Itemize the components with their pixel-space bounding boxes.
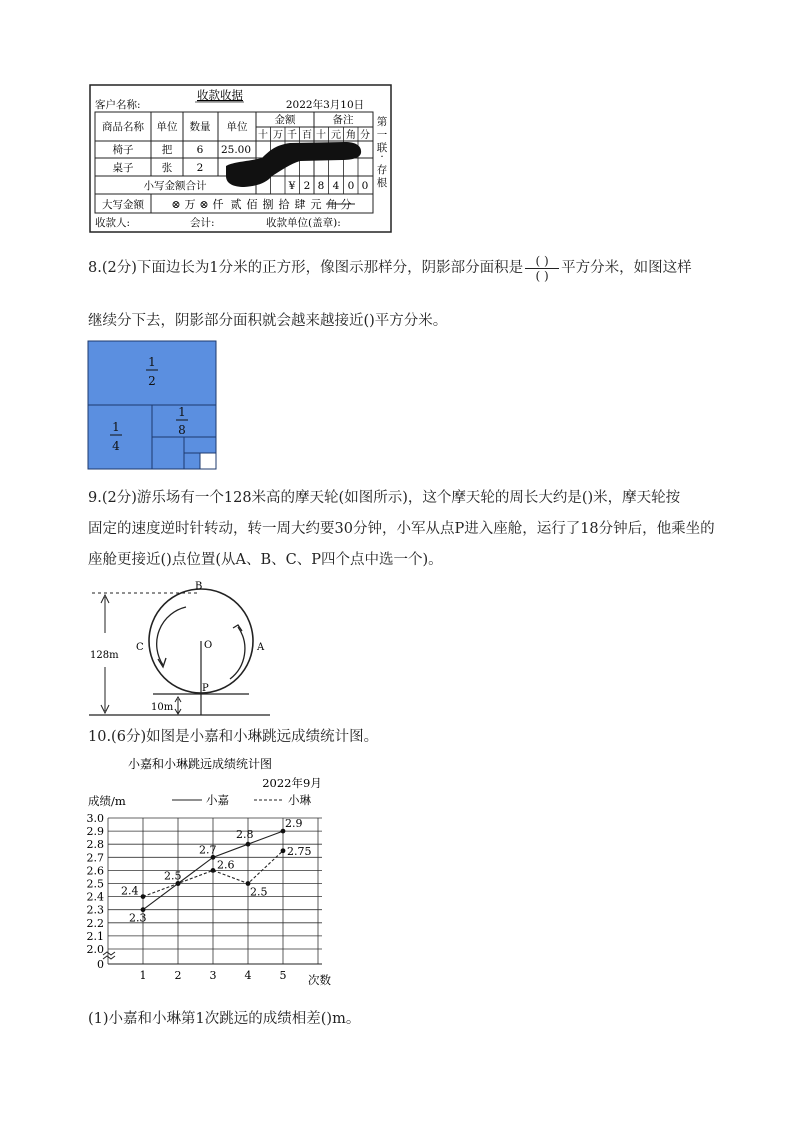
data-label-2: 2.75	[287, 844, 312, 858]
uppercase-char: 分	[340, 198, 352, 211]
hdr-name: 商品名称	[102, 121, 144, 133]
footer-accountant: 会计:	[190, 217, 215, 229]
uppercase-char: 万	[184, 198, 196, 211]
uppercase-char: 捌	[262, 198, 274, 211]
uppercase-char: 仟	[212, 198, 224, 211]
half-region	[88, 341, 216, 405]
row2-name: 桌子	[112, 162, 134, 174]
smaller-region	[184, 453, 200, 469]
chart-subtitle: 2022年9月	[262, 776, 322, 790]
digit-hdr: 元	[331, 130, 341, 141]
row1-qty: 6	[196, 144, 204, 156]
point-c-label: C	[136, 642, 144, 653]
subtotal-digit: 8	[317, 180, 325, 192]
digit-hdr: 分	[360, 130, 370, 141]
uppercase-char: 元	[310, 198, 322, 211]
footer-payee: 收款人:	[95, 217, 131, 229]
hdr-price: 单位	[226, 121, 248, 133]
point-a-label: A	[257, 642, 265, 653]
q8-line2: 继续分下去，阴影部分面积就会越来越接近()平方分米。	[88, 313, 448, 329]
frac-eighth-den: 8	[178, 423, 186, 437]
y-tick-label: 2.0	[86, 943, 104, 956]
x-tick-label: 2	[174, 969, 182, 982]
legend-series-2: 小琳	[288, 793, 311, 807]
row1-price: 25.00	[220, 144, 252, 156]
data-label-1: 2.9	[285, 817, 303, 831]
data-label-2: 2.4	[121, 884, 139, 898]
receipt-figure	[0, 0, 794, 240]
y-tick-label: 3.0	[86, 812, 104, 825]
axis-break	[103, 952, 115, 955]
chart-xlabel: 次数	[308, 973, 331, 987]
subtotal-digit: 4	[332, 180, 340, 192]
subtotal-digit: 0	[347, 180, 355, 192]
data-label-1: 2.3	[129, 911, 147, 925]
base-height-label: 10m	[151, 702, 174, 713]
hdr-amount: 金额	[274, 114, 296, 126]
side-char: 根	[376, 177, 388, 189]
q9-line1: 9.(2分)游乐场有一个128米高的摩天轮(如图所示)，这个摩天轮的周长大约是()米，摩天轮按	[88, 490, 681, 506]
side-char: ·	[380, 151, 384, 163]
q9-line2: 固定的速度逆时针转动，转一周大约要30分钟，小军从点P进入座舱，运行了18分钟后，他乘坐的	[88, 521, 715, 537]
ferris-wheel-figure	[0, 575, 794, 720]
sixteenth-region	[152, 437, 184, 469]
uppercase-label: 大写金额	[102, 199, 144, 211]
y-tick-label: 2.3	[86, 903, 104, 917]
q10-line1: 10.(6分)如图是小嘉和小琳跳远成绩统计图。	[88, 729, 379, 745]
data-label-1: 2.7	[199, 843, 217, 857]
y-tick-label: 2.1	[86, 929, 104, 943]
unshaded-region	[200, 453, 216, 469]
frac-quarter-den: 4	[112, 439, 120, 453]
digit-hdr: 十	[316, 130, 326, 141]
series-point-2	[141, 894, 146, 899]
y-tick-label: 0	[97, 958, 104, 971]
uppercase-char: 肆	[294, 198, 306, 211]
height-label: 128m	[90, 650, 119, 661]
series-point-2	[281, 848, 286, 853]
uppercase-char: 贰	[230, 198, 242, 211]
q8-square-figure	[0, 335, 794, 475]
y-tick-label: 2.8	[86, 838, 104, 852]
digit-hdr: 百	[302, 130, 312, 141]
subtotal-digit: 0	[361, 180, 369, 192]
row2-unit: 张	[161, 162, 173, 174]
hdr-unit: 单位	[156, 121, 178, 133]
q10-sub1: (1)小嘉和小琳第1次跳远的成绩相差()m。	[88, 1011, 361, 1027]
receipt-date: 2022年3月10日	[285, 99, 365, 111]
q9-line3: 座舱更接近()点位置(从A、B、C、P四个点中选一个)。	[88, 552, 443, 568]
subtotal-digit: 2	[303, 180, 311, 192]
x-tick-label: 5	[279, 969, 287, 982]
uppercase-char: ⊗	[171, 198, 181, 211]
point-p-label: P	[202, 683, 209, 694]
footer-unit: 收款单位(盖章):	[266, 217, 341, 229]
chart-ylabel: 成绩/m	[88, 794, 126, 808]
frac-half-num: 1	[148, 355, 156, 369]
frac-eighth-num: 1	[178, 405, 186, 419]
q8-line1	[88, 252, 718, 285]
hdr-qty: 数量	[189, 121, 211, 133]
frac-half-den: 2	[148, 374, 156, 388]
data-label-1: 2.5	[164, 869, 182, 883]
receipt-title: 收款收据	[197, 88, 243, 102]
side-char: 存	[376, 164, 388, 176]
side-char: 第	[376, 116, 388, 128]
y-tick-label: 2.7	[86, 851, 104, 865]
data-label-2: 2.5	[250, 885, 268, 899]
digit-hdr: 千	[287, 130, 297, 141]
uppercase-char: 角	[326, 198, 338, 211]
digit-hdr: 万	[273, 130, 283, 141]
quarter-region	[88, 405, 152, 469]
uppercase-char: 拾	[278, 198, 290, 211]
point-b-label: B	[195, 581, 203, 592]
uppercase-char: ⊗	[199, 198, 209, 211]
q8-text-a: 8.(2分)下面边长为1分米的正方形，像图示那样分，阴影部分面积是	[88, 260, 524, 276]
hdr-remark: 备注	[332, 114, 354, 126]
subtotal-digit: ¥	[288, 180, 296, 192]
x-tick-label: 1	[139, 969, 147, 982]
y-tick-label: 2.4	[86, 890, 104, 904]
data-label-2: 2.6	[217, 858, 235, 872]
axis-break	[103, 956, 115, 959]
y-tick-label: 2.6	[86, 864, 104, 878]
frac-quarter-num: 1	[112, 420, 120, 434]
series-point-2	[211, 868, 216, 873]
legend-series-1: 小嘉	[206, 793, 229, 807]
x-tick-label: 4	[244, 969, 252, 982]
y-tick-label: 2.2	[86, 916, 104, 930]
side-char: 一	[376, 129, 388, 141]
y-tick-label: 2.5	[86, 877, 104, 891]
q8-blank-fraction[interactable]: $\frac{( )}{( )}$	[525, 254, 559, 283]
uppercase-char: 佰	[246, 198, 258, 211]
digit-hdr: 角	[346, 130, 356, 141]
chart-title: 小嘉和小琳跳远成绩统计图	[127, 757, 273, 771]
long-jump-line-chart	[0, 752, 794, 1002]
y-tick-label: 2.9	[86, 825, 104, 839]
row2-qty: 2	[196, 162, 204, 174]
q8-text-b: 平方分米，如图这样	[561, 260, 692, 276]
data-label-1: 2.8	[236, 828, 254, 842]
small-region	[184, 437, 216, 453]
row1-unit: 把	[161, 144, 173, 156]
subtotal-label: 小写金额合计	[143, 180, 207, 192]
digit-hdr: 十	[258, 130, 268, 141]
point-o-label: O	[204, 640, 213, 651]
x-tick-label: 3	[209, 969, 217, 982]
side-char: 联	[376, 142, 388, 154]
series-point-1	[246, 842, 251, 847]
receipt-customer-label: 客户名称:	[95, 99, 141, 111]
row1-name: 椅子	[112, 144, 134, 156]
